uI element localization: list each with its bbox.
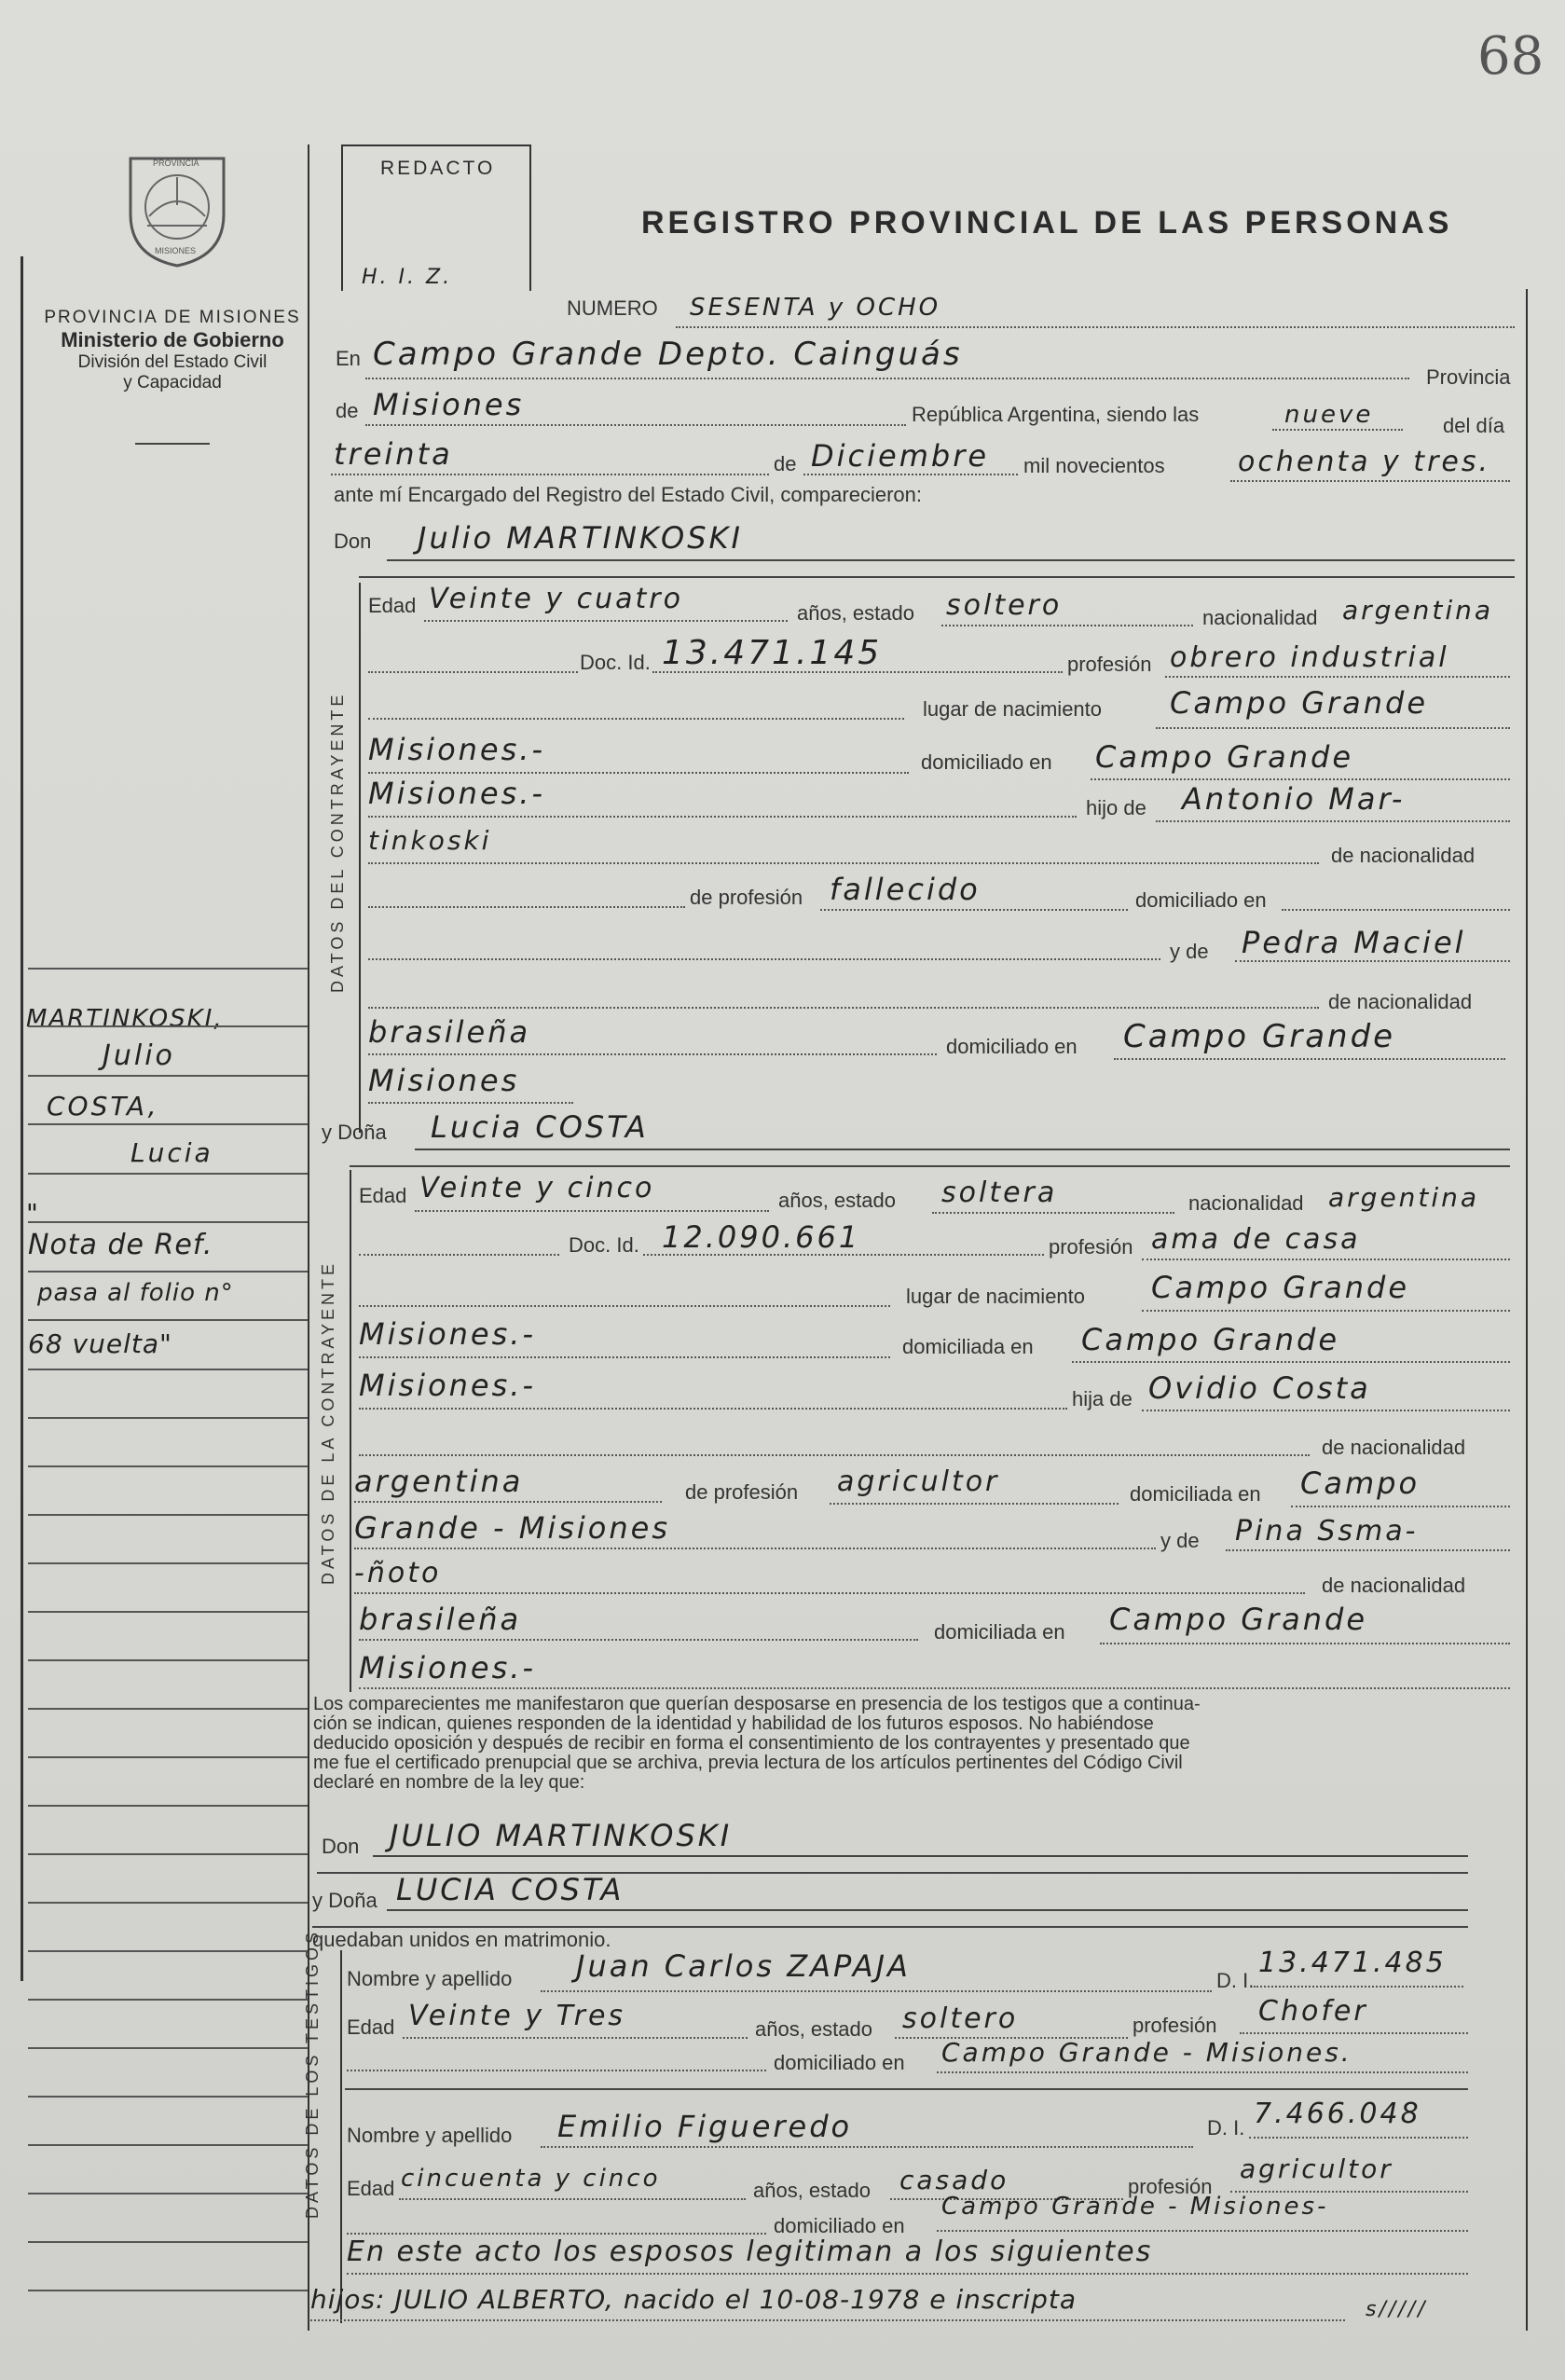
seal-text-top: PROVINCIA [153,158,199,168]
margin-nota-1: Nota de Ref. [28,1229,213,1261]
margin-name-1: MARTINKOSKI, [26,1005,224,1033]
mes-value: Diciembre [811,438,990,474]
contrayente-side-label: DATOS DEL CONTRAYENTE [328,691,347,993]
hora-value: nueve [1284,401,1374,429]
madre2-dom-value: Campo Grande [1109,1602,1368,1637]
domic2-value2: Misiones.- [359,1368,536,1403]
padre2-prof-label: de profesión [685,1480,799,1504]
doc1-value: 13.471.145 [662,634,883,672]
numero-label: NUMERO [567,296,658,320]
y-de1-label: y de [1170,940,1209,963]
madre2-value2: -ñoto [354,1557,442,1589]
edad2-value: Veinte y cinco [419,1172,655,1204]
estado2-value: soltera [941,1176,1058,1209]
nac1-value: argentina [1342,595,1494,626]
y-de2-label: y de [1160,1529,1200,1552]
redacto-box [341,144,531,291]
redacto-value: H. I. Z. [362,266,453,289]
margin-name-1b: Julio [103,1039,175,1072]
office-ministry: Ministerio de Gobierno [61,328,284,351]
lugar-value: Campo Grande Depto. Cainguás [373,336,963,373]
lugarnac2-value: Campo Grande [1151,1270,1410,1305]
de-label: de [336,399,359,422]
office-capacity: y Capacidad [123,373,222,392]
comparecieron-text: ante mí Encargado del Registro del Estado Civil, comparecieron: [334,483,922,506]
t1-nombre-label: Nombre y apellido [347,1967,513,1990]
declaration-line-3: deducido oposición y después de recibir en forma el consentimiento de los contrayentes y presentado que [313,1733,1190,1754]
prof1-value: obrero industrial [1170,641,1449,674]
t2-dom-label: domiciliado en [774,2214,905,2237]
nac2-label: nacionalidad [1188,1191,1304,1215]
dia-value: treinta [334,436,453,472]
t1-edad-value: Veinte y Tres [408,2000,626,2032]
de-nac1-label: de nacionalidad [1331,844,1476,867]
padre2-dom-label: domiciliada en [1130,1482,1261,1506]
declaration-line-5: declaré en nombre de la ley que: [313,1772,585,1793]
anios1-label: años, estado [797,601,914,625]
t1-nombre-value: Juan Carlos ZAPAJA [576,1948,911,1984]
padre1-value: Antonio Mar- [1182,781,1406,817]
madre1-dom-label: domiciliado en [946,1035,1078,1058]
document-title: REGISTRO PROVINCIAL DE LAS PERSONAS [641,205,1453,241]
doc1-label: Doc. Id. [580,651,651,674]
office-division: División del Estado Civil [77,352,268,372]
t2-nombre-value: Emilio Figueredo [557,2109,853,2144]
decl-don-value: JULIO MARTINKOSKI [390,1818,733,1853]
republica-label: República Argentina, siendo las [912,403,1200,426]
quedaban-text: quedaban unidos en matrimonio. [312,1928,611,1951]
t2-edad-label: Edad [347,2177,395,2200]
t2-prof-label: profesión [1128,2175,1213,2198]
decl-dona-label: y Doña [312,1889,378,1912]
padre1-prof-value: fallecido [830,872,981,907]
t1-dom-value: Campo Grande - Misiones. [941,2037,1352,2068]
madre1-value: Pedra Maciel [1242,925,1466,960]
declaration-line-1: Los comparecientes me manifestaron que querían desposarse en presencia de los testigos que a continua- [313,1694,1201,1714]
domic1-value: Campo Grande [1095,739,1354,775]
provincia-value: Misiones [373,387,525,422]
declaration-line-4: me fue el certificado prenupcial que se archiva, previa lectura de los artículos pertinentes del Código Civil [313,1753,1183,1773]
contrayente2-side-label: DATOS DE LA CONTRAYENTE [319,1259,337,1585]
lugarnac1-value2: Misiones.- [368,732,545,767]
madre2-value: Pina Ssma- [1235,1515,1419,1548]
testigos-side-label: DATOS DE LOS TESTIGOS [303,1928,322,2219]
edad2-label: Edad [359,1184,407,1207]
declaration-line-2: ción se indican, quienes responden de la identidad y habilidad de los futuros esposos. No habiéndose [313,1713,1154,1734]
madre2-dom-value2: Misiones.- [359,1650,536,1685]
provincia-label: Provincia [1426,365,1511,389]
en-label: En [336,347,361,370]
t1-di-value: 13.471.485 [1258,1947,1447,1979]
madre1-nac-value: brasileña [368,1014,531,1050]
t2-di-value: 7.466.048 [1254,2098,1421,2130]
lugarnac2-label: lugar de nacimiento [906,1285,1086,1308]
padre2-dom-value: Campo [1300,1465,1421,1501]
dona-value: Lucia COSTA [431,1109,649,1145]
madre1-dom-value2: Misiones [368,1063,520,1098]
t2-prof-value: agricultor [1240,2153,1393,2184]
margin-name-2b: Lucia [130,1137,213,1168]
prof1-label: profesión [1067,653,1152,676]
decl-dona-value: LUCIA COSTA [396,1872,625,1907]
t2-estado-value: casado [899,2165,1009,2195]
lugarnac1-value: Campo Grande [1170,685,1429,721]
t1-edad-label: Edad [347,2015,395,2039]
de-nac2-label: de nacionalidad [1322,1436,1466,1459]
provincial-seal [121,149,233,270]
t1-anios-label: años, estado [755,2017,872,2041]
doc2-label: Doc. Id. [569,1233,639,1257]
declaration-text [313,1695,1525,1793]
margin-nota-2: pasa al folio n° [37,1279,234,1307]
madre2-dom-label: domiciliada en [934,1620,1065,1644]
t2-anios-label: años, estado [753,2179,871,2202]
decl-don-label: Don [322,1835,360,1858]
domic1-label: domiciliado en [921,750,1052,774]
prof2-value: ama de casa [1151,1223,1361,1256]
padre2-nac-value: argentina [354,1464,524,1499]
hija-label: hija de [1072,1387,1133,1410]
t1-di-label: D. I. [1216,1969,1255,1992]
redacto-label: REDACTO [380,158,496,179]
page-number: 68 [1477,26,1544,87]
lugarnac1-label: lugar de nacimiento [923,697,1103,721]
t2-di-label: D. I. [1207,2116,1245,2139]
de-mes-label: de [774,452,797,475]
padre2-prof-value: agricultor [837,1465,1000,1498]
nac2-value: argentina [1328,1182,1480,1213]
t1-prof-value: Chofer [1258,1995,1368,2028]
padre1-value2: tinkoski [368,825,492,856]
t2-dom-value: Campo Grande - Misiones- [941,2193,1329,2221]
office-province: PROVINCIA DE MISIONES [44,308,301,327]
padre1-prof-label: de profesión [690,886,803,909]
estado1-value: soltero [946,589,1063,622]
nota-line-2: hijos: JULIO ALBERTO, nacido el 10-08-1978 e inscripta [310,2284,1078,2315]
del-dia-label: del día [1443,414,1505,437]
margin-nota-3: 68 vuelta" [28,1328,172,1359]
margin-quote: " [26,1198,41,1229]
t2-nombre-label: Nombre y apellido [347,2124,513,2147]
madre2-nac-value: brasileña [359,1602,522,1637]
dona-label: y Doña [322,1121,387,1144]
sigue-mark: s///// [1366,2298,1428,2321]
madre2-nac-label: de nacionalidad [1322,1574,1466,1597]
domic1-value2: Misiones.- [368,776,545,811]
t1-dom-label: domiciliado en [774,2051,905,2074]
t1-prof-label: profesión [1133,2014,1217,2037]
anio-value: ochenta y tres. [1238,446,1491,478]
padre2-dom-value2: Grande - Misiones [354,1510,671,1546]
t1-estado-value: soltero [902,2002,1019,2035]
lugarnac2-value2: Misiones.- [359,1316,536,1352]
office-block [28,308,317,393]
prof2-label: profesión [1049,1235,1133,1259]
madre1-dom-value: Campo Grande [1123,1018,1396,1055]
t2-edad-value: cincuenta y cinco [401,2165,661,2193]
margin-name-2: COSTA, [47,1091,159,1121]
domic2-label: domiciliada en [902,1335,1034,1358]
hijo-label: hijo de [1086,796,1146,819]
nota-line-1: En este acto los esposos legitiman a los siguientes [347,2236,1153,2268]
numero-value: SESENTA y OCHO [690,294,941,322]
doc2-value: 12.090.661 [662,1219,861,1255]
don-value: Julio MARTINKOSKI [418,520,743,556]
nac1-label: nacionalidad [1202,606,1318,629]
padre2-value: Ovidio Costa [1148,1370,1371,1406]
edad1-label: Edad [368,594,417,617]
seal-text-bottom: MISIONES [155,246,197,255]
madre1-nac-label: de nacionalidad [1328,990,1473,1013]
padre1-dom-label: domiciliado en [1135,888,1267,912]
domic2-value: Campo Grande [1081,1322,1340,1357]
edad1-value: Veinte y cuatro [429,583,683,615]
anios2-label: años, estado [778,1189,896,1212]
mil-label: mil novecientos [1023,454,1165,477]
don-label: Don [334,530,372,553]
